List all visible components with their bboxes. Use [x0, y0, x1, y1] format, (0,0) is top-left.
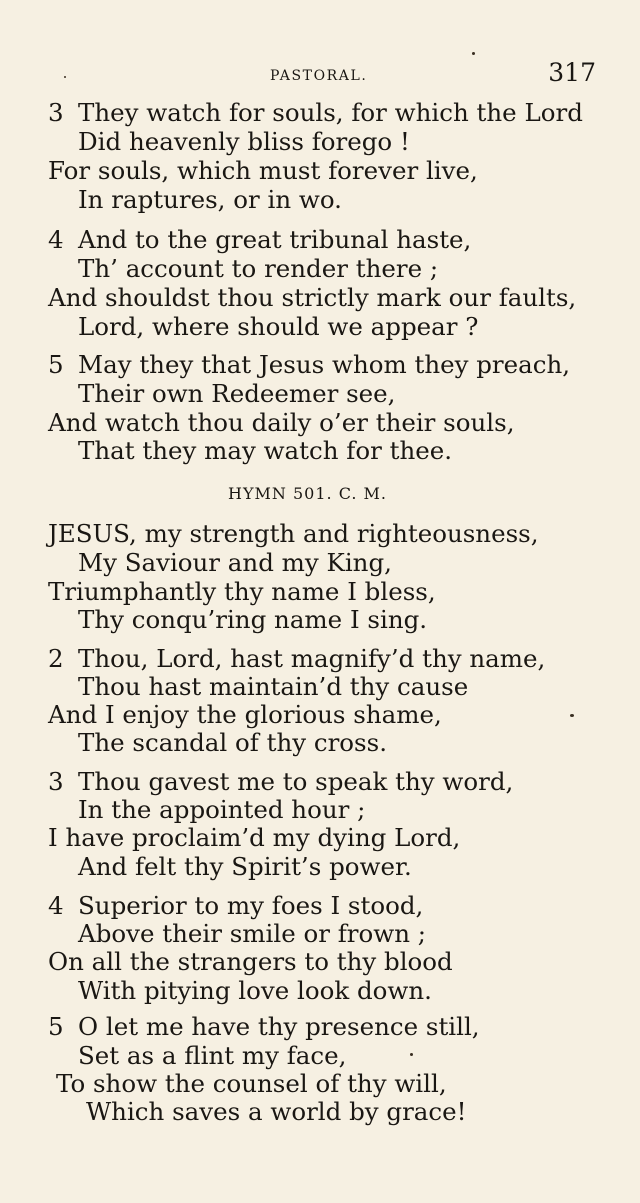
- verse-line: To show the counsel of thy will,: [56, 1069, 447, 1098]
- verse-line: And watch thou daily o’er their souls,: [48, 408, 515, 437]
- verse-line: For souls, which must forever live,: [48, 156, 478, 185]
- running-title: PASTORAL.: [270, 68, 368, 84]
- verse-text: They watch for souls, for which the Lord: [78, 98, 583, 127]
- stanza-number: 5: [48, 1012, 64, 1041]
- verse-text: And to the great tribunal haste,: [78, 225, 472, 254]
- stanza-number: 3: [48, 767, 64, 796]
- verse-line: [48, 351, 570, 379]
- stanza-number: 4: [48, 225, 64, 254]
- verse-line: Above their smile or frown ;: [78, 919, 427, 948]
- verse-line: And I enjoy the glorious shame,: [48, 700, 442, 729]
- page-number: 317: [548, 58, 596, 87]
- verse-line: The scandal of thy cross.: [78, 728, 387, 757]
- verse-line: And shouldst thou strictly mark our faults,: [48, 283, 577, 312]
- verse-text: Superior to my foes I stood,: [78, 891, 424, 920]
- verse-line: On all the strangers to thy blood: [48, 947, 453, 976]
- verse-line: [48, 99, 583, 127]
- verse-line: And felt thy Spirit’s power.: [78, 852, 412, 881]
- paper-speck: [570, 714, 574, 717]
- verse-text: Thou gavest me to speak thy word,: [78, 767, 514, 796]
- verse-text: May they that Jesus whom they preach,: [78, 350, 571, 379]
- stanza-number: 4: [48, 891, 64, 920]
- page-header: [48, 58, 600, 92]
- stanza-number: 5: [48, 350, 64, 379]
- verse-line: That they may watch for thee.: [78, 436, 453, 465]
- verse-line: In the appointed hour ;: [78, 795, 366, 824]
- verse-line: [48, 645, 545, 673]
- verse-line: Did heavenly bliss forego !: [78, 127, 410, 156]
- verse-line: Th’ account to render there ;: [78, 254, 439, 283]
- verse-line: Which saves a world by grace!: [86, 1097, 467, 1126]
- verse-text: Thou, Lord, hast magnify’d thy name,: [78, 644, 546, 673]
- verse-line: Thou hast maintain’d thy cause: [78, 672, 469, 701]
- verse-line: My Saviour and my King,: [78, 548, 392, 577]
- verse-line: I have proclaim’d my dying Lord,: [48, 823, 461, 852]
- paper-speck: [410, 1053, 413, 1056]
- stanza-number: 3: [48, 98, 64, 127]
- verse-text: O let me have thy presence still,: [78, 1012, 480, 1041]
- verse-line: Their own Redeemer see,: [78, 379, 396, 408]
- verse-line: Thy conqu’ring name I sing.: [78, 605, 428, 634]
- verse-line: In raptures, or in wo.: [78, 185, 342, 214]
- verse-line: [48, 892, 423, 920]
- verse-line: [48, 1013, 480, 1041]
- verse-line: Lord, where should we appear ?: [78, 312, 479, 341]
- verse-line: With pitying love look down.: [78, 976, 432, 1005]
- stanza-number: 2: [48, 644, 64, 673]
- verse-line: [48, 226, 471, 254]
- paper-speck: [64, 76, 66, 78]
- verse-line: Triumphantly thy name I bless,: [48, 577, 436, 606]
- paper-speck: [472, 52, 475, 55]
- verse-line: JESUS, my strength and righteousness,: [48, 519, 539, 548]
- verse-line: Set as a flint my face,: [78, 1041, 347, 1070]
- hymn-heading: HYMN 501. C. M.: [228, 484, 388, 503]
- verse-line: [48, 768, 513, 796]
